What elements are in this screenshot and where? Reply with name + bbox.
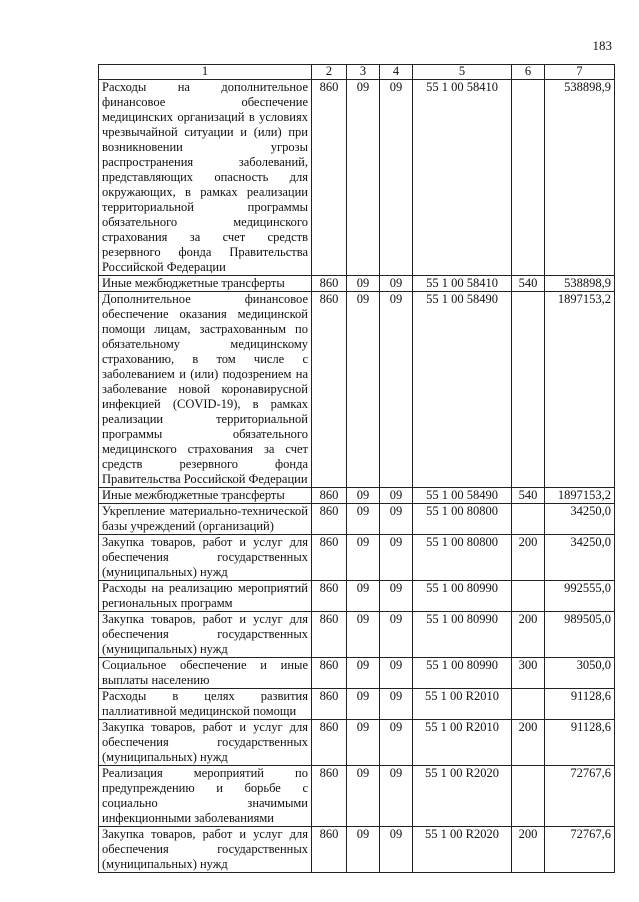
row-section-code: 09 [347,80,380,276]
row-ministry-code: 860 [312,720,347,766]
row-ministry-code: 860 [312,292,347,488]
row-subsection-code: 09 [380,535,413,581]
row-subsection-code: 09 [380,720,413,766]
row-ministry-code: 860 [312,766,347,827]
row-amount: 34250,0 [545,535,615,581]
row-amount: 72767,6 [545,827,615,873]
row-subsection-code: 09 [380,827,413,873]
table-row [99,720,615,766]
row-description: Расходы на реализацию мероприятий региональных программ [99,581,312,612]
table-header [99,65,615,80]
row-amount: 3050,0 [545,658,615,689]
row-target-article: 55 1 00 80990 [413,581,512,612]
row-subsection-code: 09 [380,80,413,276]
table-body [99,80,615,873]
table-row [99,689,615,720]
row-section-code: 09 [347,612,380,658]
row-subsection-code: 09 [380,504,413,535]
row-ministry-code: 860 [312,612,347,658]
row-target-article: 55 1 00 80990 [413,612,512,658]
row-description: Закупка товаров, работ и услуг для обеспечения государственных (муниципальных) нужд [99,827,312,873]
row-target-article: 55 1 00 58410 [413,80,512,276]
row-description: Реализация мероприятий по предупреждению и борьбе с социально значимыми инфекционными заболеваниями [99,766,312,827]
table-row [99,276,615,292]
row-expense-type [512,581,545,612]
row-target-article: 55 1 00 R2010 [413,720,512,766]
row-amount: 989505,0 [545,612,615,658]
header-col-5: 5 [413,65,512,80]
row-description: Социальное обеспечение и иные выплаты населению [99,658,312,689]
table-row [99,488,615,504]
row-section-code: 09 [347,276,380,292]
row-section-code: 09 [347,827,380,873]
row-expense-type: 200 [512,612,545,658]
row-subsection-code: 09 [380,488,413,504]
table-row [99,504,615,535]
table-row [99,658,615,689]
row-section-code: 09 [347,488,380,504]
row-ministry-code: 860 [312,535,347,581]
row-subsection-code: 09 [380,276,413,292]
row-description: Закупка товаров, работ и услуг для обеспечения государственных (муниципальных) нужд [99,612,312,658]
row-amount: 992555,0 [545,581,615,612]
row-target-article: 55 1 00 80990 [413,658,512,689]
row-amount: 538898,9 [545,80,615,276]
table-row [99,612,615,658]
row-ministry-code: 860 [312,581,347,612]
row-description: Дополнительное финансовое обеспечение оказания медицинской помощи лицам, застрахованным по обязательному медицинскому страхованию, в том числе с заболеванием и (или) подозрением на заболевание новой коронавирусной инфекцией (COVID-19), в рамках реализации территориальной программы обязательного медицинского страхования за счет средств резервного фонда Правительства Российской Федерации [99,292,312,488]
table-row [99,581,615,612]
row-target-article: 55 1 00 58490 [413,292,512,488]
row-ministry-code: 860 [312,689,347,720]
row-expense-type [512,292,545,488]
row-description: Расходы в целях развития паллиативной медицинской помощи [99,689,312,720]
row-expense-type: 540 [512,488,545,504]
row-description: Иные межбюджетные трансферты [99,276,312,292]
row-section-code: 09 [347,766,380,827]
row-section-code: 09 [347,689,380,720]
row-target-article: 55 1 00 R2020 [413,766,512,827]
table-row [99,827,615,873]
header-col-3: 3 [347,65,380,80]
row-target-article: 55 1 00 R2010 [413,689,512,720]
row-section-code: 09 [347,581,380,612]
row-section-code: 09 [347,292,380,488]
header-col-4: 4 [380,65,413,80]
row-expense-type: 540 [512,276,545,292]
table-row [99,766,615,827]
row-target-article: 55 1 00 80800 [413,504,512,535]
row-amount: 538898,9 [545,276,615,292]
table-row [99,80,615,276]
header-row [99,65,615,80]
row-target-article: 55 1 00 80800 [413,535,512,581]
row-ministry-code: 860 [312,658,347,689]
row-section-code: 09 [347,504,380,535]
row-expense-type: 200 [512,827,545,873]
row-amount: 91128,6 [545,720,615,766]
header-col-2: 2 [312,65,347,80]
row-amount: 1897153,2 [545,292,615,488]
row-amount: 72767,6 [545,766,615,827]
row-ministry-code: 860 [312,80,347,276]
row-section-code: 09 [347,658,380,689]
row-subsection-code: 09 [380,581,413,612]
page-number: 183 [592,38,612,53]
budget-table [98,64,615,873]
row-section-code: 09 [347,535,380,581]
row-ministry-code: 860 [312,276,347,292]
row-expense-type: 200 [512,720,545,766]
row-description: Иные межбюджетные трансферты [99,488,312,504]
header-col-7: 7 [545,65,615,80]
row-expense-type [512,766,545,827]
header-col-1: 1 [99,65,312,80]
header-col-6: 6 [512,65,545,80]
table-row [99,535,615,581]
row-description: Закупка товаров, работ и услуг для обеспечения государственных (муниципальных) нужд [99,720,312,766]
row-target-article: 55 1 00 58490 [413,488,512,504]
row-ministry-code: 860 [312,827,347,873]
row-target-article: 55 1 00 R2020 [413,827,512,873]
row-target-article: 55 1 00 58410 [413,276,512,292]
row-description: Закупка товаров, работ и услуг для обеспечения государственных (муниципальных) нужд [99,535,312,581]
table-row [99,292,615,488]
row-ministry-code: 860 [312,504,347,535]
row-expense-type [512,80,545,276]
row-description: Укрепление материально-технической базы учреждений (организаций) [99,504,312,535]
row-subsection-code: 09 [380,766,413,827]
row-section-code: 09 [347,720,380,766]
row-description: Расходы на дополнительное финансовое обеспечение медицинских организаций в условиях чрезвычайной ситуации и (или) при возникновении угрозы распространения заболеваний, представляющих опасность для окружающих, в рамках реализации территориальной программы обязательного медицинского страхования за счет средств резервного фонда Правительства Российской Федерации [99,80,312,276]
row-subsection-code: 09 [380,658,413,689]
row-expense-type: 200 [512,535,545,581]
row-amount: 1897153,2 [545,488,615,504]
row-expense-type [512,504,545,535]
row-expense-type: 300 [512,658,545,689]
row-amount: 34250,0 [545,504,615,535]
row-subsection-code: 09 [380,612,413,658]
row-ministry-code: 860 [312,488,347,504]
row-subsection-code: 09 [380,689,413,720]
row-amount: 91128,6 [545,689,615,720]
row-expense-type [512,689,545,720]
row-subsection-code: 09 [380,292,413,488]
